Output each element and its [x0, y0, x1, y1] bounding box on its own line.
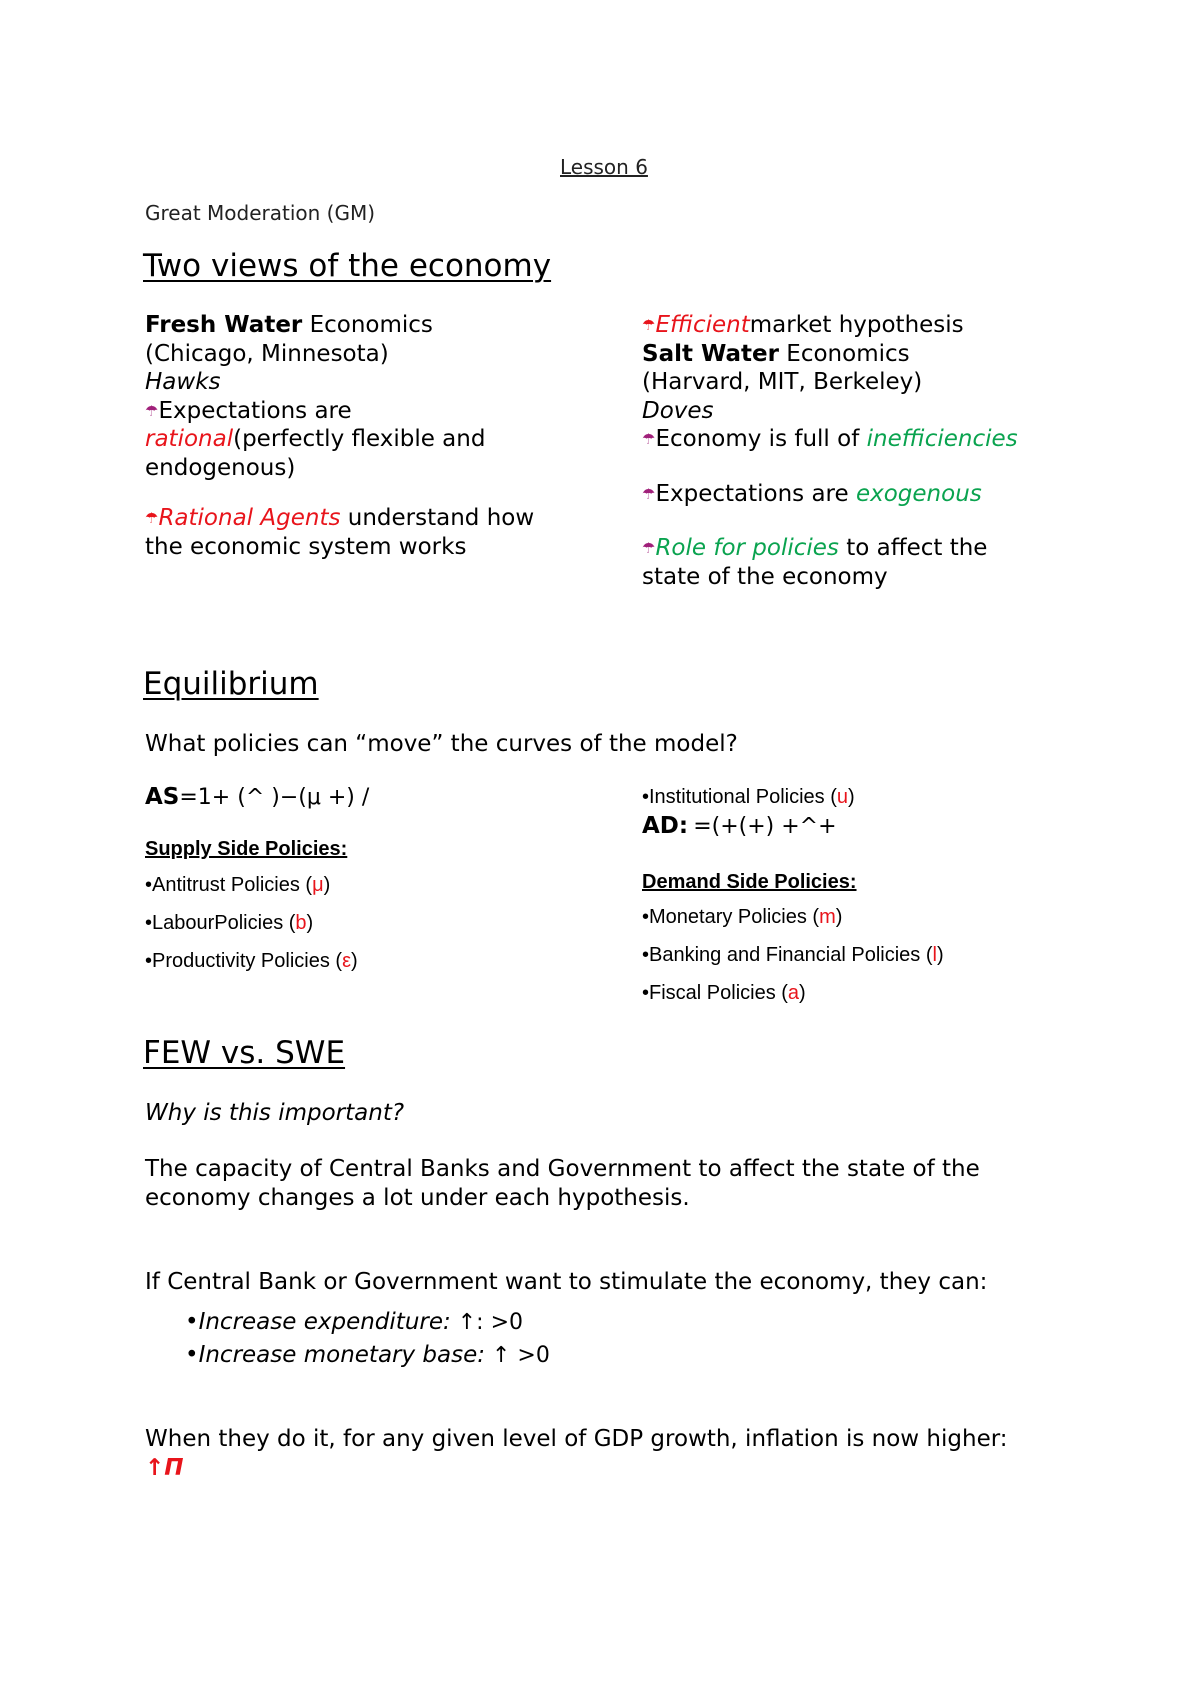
list-item: •Increase expenditure: ↑: >0: [185, 1309, 524, 1335]
paragraph-capacity: The capacity of Central Banks and Government to affect the state of the economy changes a lot under each hypothesis.: [145, 1156, 980, 1211]
inflation-result: ↑Π: [145, 1454, 184, 1481]
paragraph-inflation: When they do it, for any given level of GDP growth, inflation is now higher: ↑Π: [145, 1426, 1008, 1481]
list-item: •Fiscal Policies (a): [642, 982, 806, 1004]
fresh-label: Hawks: [145, 369, 221, 395]
as-equation: AS=1+ (^ )−(μ +) /: [145, 784, 370, 810]
salt-water-column: ☂Efficientmarket hypothesis Salt Water Economics (Harvard, MIT, Berkeley) Doves ☂Economy is full of inefficiencies ☂Expectations are exogenous ☂Role for policies to affect the state of the economy: [642, 312, 1018, 590]
umbrella-icon: ☂: [642, 539, 656, 557]
heading-few-swe: FEW vs. SWE: [143, 1035, 346, 1071]
salt-name: Salt Water: [642, 340, 779, 367]
supply-list: [145, 866, 358, 980]
institutional-policies: •Institutional Policies (u): [642, 786, 855, 808]
lesson-title: Lesson 6: [560, 155, 648, 179]
umbrella-icon: ☂: [145, 509, 159, 527]
umbrella-icon: ☂: [642, 484, 656, 503]
list-item: •Monetary Policies (m): [642, 906, 843, 928]
demand-heading: Demand Side Policies:: [642, 871, 857, 893]
fresh-water-column: Fresh Water Economics (Chicago, Minnesota) Hawks ☂Expectations are rational(perfectly flexible and endogenous) ☂Rational Agents understand how the economic system works: [145, 312, 535, 560]
heading-two-views: Two views of the economy: [143, 248, 552, 284]
list-item: •Productivity Policies (ε): [145, 950, 358, 972]
heading-equilibrium: Equilibrium: [143, 666, 319, 702]
supply-heading: Supply Side Policies:: [145, 838, 348, 860]
fresh-name: Fresh Water: [145, 312, 303, 338]
paragraph-stimulate: If Central Bank or Government want to stimulate the economy, they can:: [145, 1269, 988, 1295]
ad-equation: AD: =(+(+) +^+: [642, 813, 837, 839]
fresh-places: (Chicago, Minnesota): [145, 340, 389, 367]
demand-list: [642, 898, 944, 1012]
umbrella-icon: ☂: [642, 430, 656, 448]
list-item: •Antitrust Policies (μ): [145, 874, 331, 896]
list-item: •LabourPolicies (b): [145, 912, 314, 934]
list-item: •Banking and Financial Policies (l): [642, 944, 944, 966]
equilibrium-question: What policies can “move” the curves of the model?: [145, 731, 738, 757]
salt-label: Doves: [642, 397, 714, 424]
salt-places: (Harvard, MIT, Berkeley): [642, 369, 923, 395]
umbrella-icon: ☂: [145, 401, 159, 420]
list-item: •Increase monetary base: ↑ >0: [185, 1342, 550, 1368]
stimulus-list: [185, 1306, 550, 1372]
importance-question: Why is this important?: [145, 1100, 405, 1126]
umbrella-icon: ☂: [642, 316, 656, 334]
doc-subtitle: Great Moderation (GM): [145, 201, 376, 225]
